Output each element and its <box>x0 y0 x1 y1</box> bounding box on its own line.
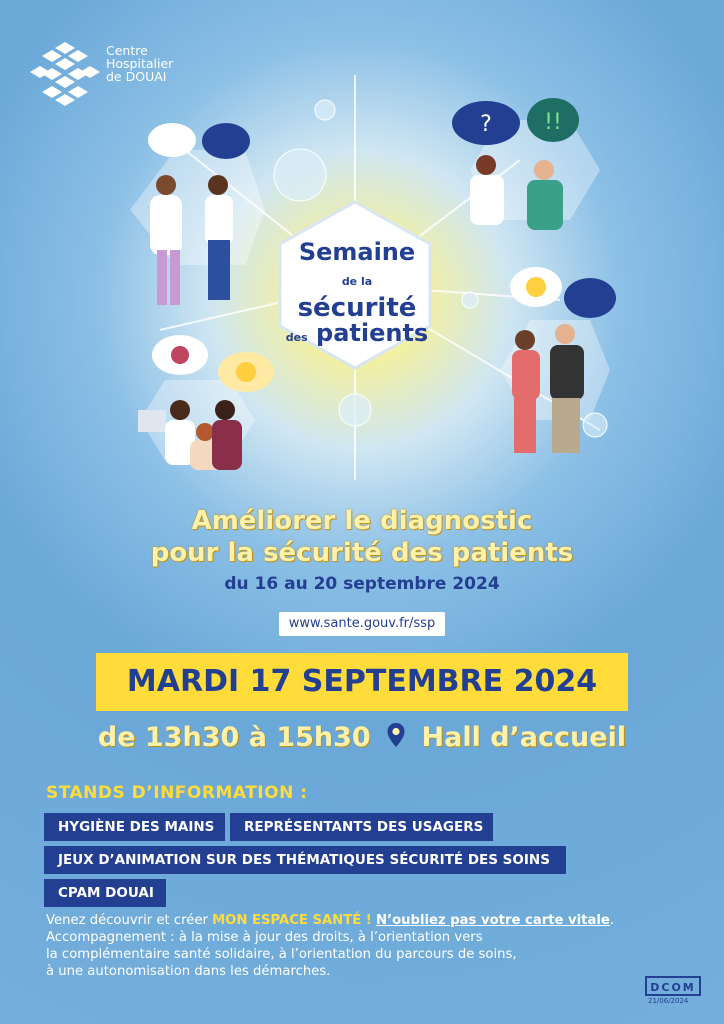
stand-tag: JEUX D’ANIMATION SUR DES THÉMATIQUES SÉCURITÉ DES SOINS <box>44 846 566 874</box>
time-location-row <box>0 722 724 755</box>
hospital-name <box>106 44 173 83</box>
hexagon-title <box>282 240 432 350</box>
stand-tag: HYGIÈNE DES MAINS <box>44 813 225 841</box>
svg-text:!!: !! <box>544 110 562 135</box>
hospital-logo-icon <box>30 38 100 108</box>
stand-tag: REPRÉSENTANTS DES USAGERS <box>230 813 493 841</box>
logo-line3: de DOUAI <box>106 69 167 84</box>
body-p1-end: . <box>609 913 615 928</box>
hexagon-line3: patients <box>316 319 429 347</box>
body-line4: à une autonomisation dans les démarches. <box>46 964 331 979</box>
headline <box>0 505 724 569</box>
body-p1-start: Venez découvrir et créer <box>46 913 213 928</box>
hexagon-line3-small: des <box>285 331 308 344</box>
hexagon-line1: Semaine <box>298 238 416 266</box>
logo-line1: Centre <box>106 43 148 58</box>
carte-vitale-note: N’oubliez pas votre carte vitale <box>376 913 610 928</box>
dcom-date: 21/06/2024 <box>648 997 689 1005</box>
body-line2: Accompagnement : à la mise à jour des droits, à l’orientation vers <box>46 930 483 945</box>
body-line3: la complémentaire santé solidaire, à l’orientation du parcours de soins, <box>46 947 517 962</box>
svg-text:?: ? <box>480 112 492 137</box>
event-time: de 13h30 à 15h30 <box>97 722 371 753</box>
stands-title: STANDS D’INFORMATION : <box>46 783 308 803</box>
dcom-badge: DCOM <box>645 976 701 996</box>
mon-espace-sante: MON ESPACE SANTÉ ! <box>212 913 372 928</box>
description-text <box>46 912 686 980</box>
hexagon-line2-small: de la <box>341 275 373 288</box>
location-pin-icon <box>386 722 406 755</box>
logo-line2: Hospitalier <box>106 56 174 71</box>
stand-tag: CPAM DOUAI <box>44 879 166 907</box>
week-dates: du 16 au 20 septembre 2024 <box>224 574 500 594</box>
hexagon-line2: sécurité <box>297 293 417 323</box>
headline-line2: pour la sécurité des patients <box>150 538 574 568</box>
website-link[interactable]: www.sante.gouv.fr/ssp <box>279 612 445 636</box>
headline-line1: Améliorer le diagnostic <box>191 506 533 536</box>
event-date-banner: MARDI 17 SEPTEMBRE 2024 <box>96 653 628 711</box>
event-location: Hall d’accueil <box>421 722 627 753</box>
